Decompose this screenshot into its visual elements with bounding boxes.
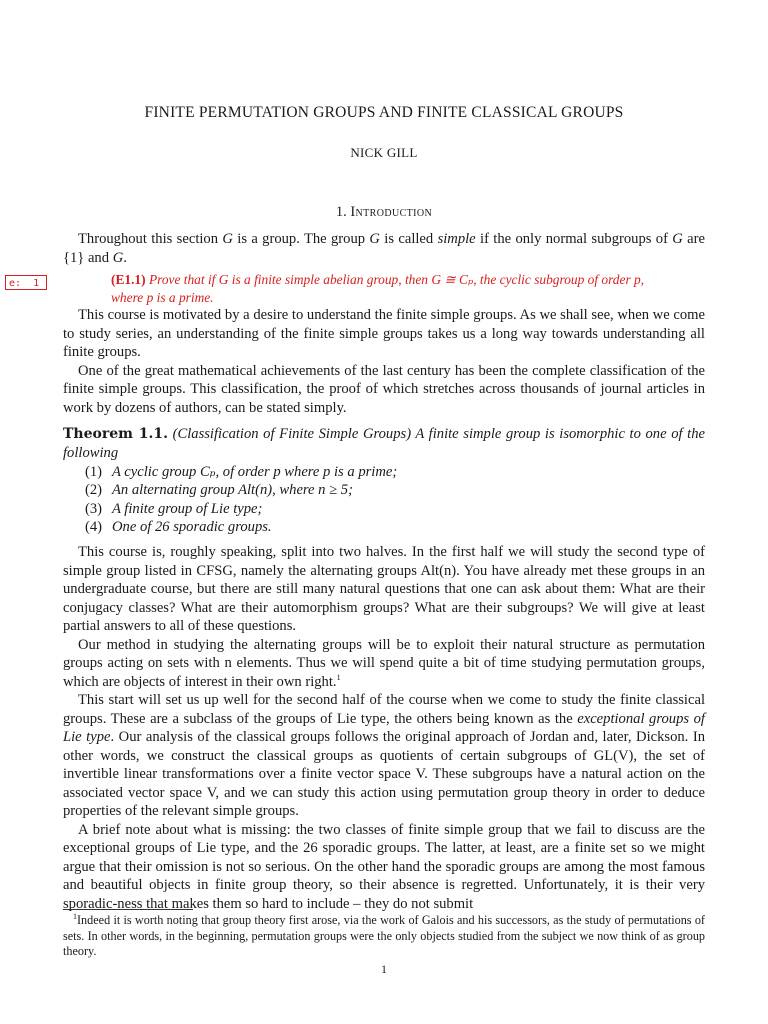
exercise-tag: (E1.1) (111, 272, 146, 287)
theorem-1-1 (63, 425, 705, 462)
margin-exercise-counter: e: 1 (5, 275, 47, 290)
paragraph-classification: One of the great mathematical achievements of the last century has been the complete classification of the finite simple groups. This classification, the proof of which stretches across thousands of journal articles in work by dozens of authors, can be stated simply. (63, 362, 705, 416)
exercise-text: Prove that if G is a finite simple abelian group, then G ≅ Cₚ, the cyclic subgroup of order p, where p is a prime. (111, 272, 645, 305)
theorem-item: (3) A finite group of Lie type; (85, 500, 263, 517)
paragraph-classical: This start will set us up well for the second half of the course when we come to study the finite classical groups. These are a subclass of the groups of Lie type, the others being known as the exceptional groups of Lie type. Our analysis of the classical groups follows the original approach of Jordan and, later, Dickson. In other words, we construct the classical groups as quotients of certain subgroups of GL(V), the set of invertible linear transformations over a finite vector space V. These subgroups have a natural action on the associated vector space V, and we can study this action using permutation group theory in order to deduce properties of the relevant simple groups. (63, 692, 705, 819)
section-name: Introduction (350, 204, 433, 220)
footnote-ref: 1 (336, 672, 341, 682)
paper-title: FINITE PERMUTATION GROUPS AND FINITE CLASSICAL GROUPS (144, 104, 624, 121)
footnote-mark: 1 (73, 911, 77, 921)
author-name: NICK GILL (350, 145, 418, 160)
paragraph-motivation: This course is motivated by a desire to understand the finite simple groups. As we shall see, when we come to study series, an understanding of the finite simple groups takes us a long way towards understanding all finite groups. (63, 307, 705, 360)
motivation-paragraphs (63, 306, 705, 417)
section-number: 1. (335, 204, 347, 220)
page-number: 1 (381, 962, 387, 976)
intro-paragraph: Throughout this section G is a group. The group G is called simple if the only normal subgroups of G are {1} and G. (63, 231, 705, 266)
paragraph-method: Our method in studying the alternating groups will be to exploit their natural structure as permutation groups acting on sets with n elements. Thus we will spend quite a bit of time studying permutation groups, which are objects of interest in their own right.$^1$ (63, 636, 705, 690)
theorem-item: (2) An alternating group Alt(n), where n ≥ 5; (85, 482, 353, 499)
theorem-body: (Classification of Finite Simple Groups) A finite simple group is isomorphic to one of the following (63, 426, 705, 461)
course-overview (63, 543, 705, 913)
theorem-head: Theorem 1.1. (63, 426, 169, 442)
footnote-text: Indeed it is worth noting that group theory first arose, via the work of Galois and his successors, as the study of permutations of sets. In other words, in the beginning, permutation groups were the only objects studied from the subject we now think of as group theory. (63, 913, 705, 958)
footnote-divider (63, 909, 193, 910)
footnote (63, 913, 705, 960)
term-simple: simple (437, 231, 476, 247)
paragraph-missing: A brief note about what is missing: the two classes of finite simple group that we fail to discuss are the exceptional groups of Lie type, and the 26 sporadic groups. The latter, at least, are a finite set so we might argue that their omission is not so serious. On the other hand the sporadic groups are among the most famous and beautiful objects in finite group theory, so their absence is regretted. Unfortunately, it is their very sporadic-ness that makes them so hard to include – they do not submit (63, 821, 705, 912)
section-heading (0, 204, 768, 221)
paragraph-halves: This course is, roughly speaking, split into two halves. In the first half we will study the second type of simple group listed in CFSG, namely the alternating groups Alt(n). You have already met these groups in an undergraduate course, but there are still many natural questions that one can ask about them: What are their conjugacy classes? What are their automorphism groups? What are their subgroups? We will give at least partial answers to all of these questions. (63, 544, 705, 634)
exercise-e1-1 (111, 271, 671, 306)
theorem-item: (1) A cyclic group Cₚ, of order p where p is a prime; (85, 464, 398, 480)
theorem-item: (4) One of 26 sporadic groups. (85, 519, 272, 536)
theorem-list (85, 463, 685, 537)
